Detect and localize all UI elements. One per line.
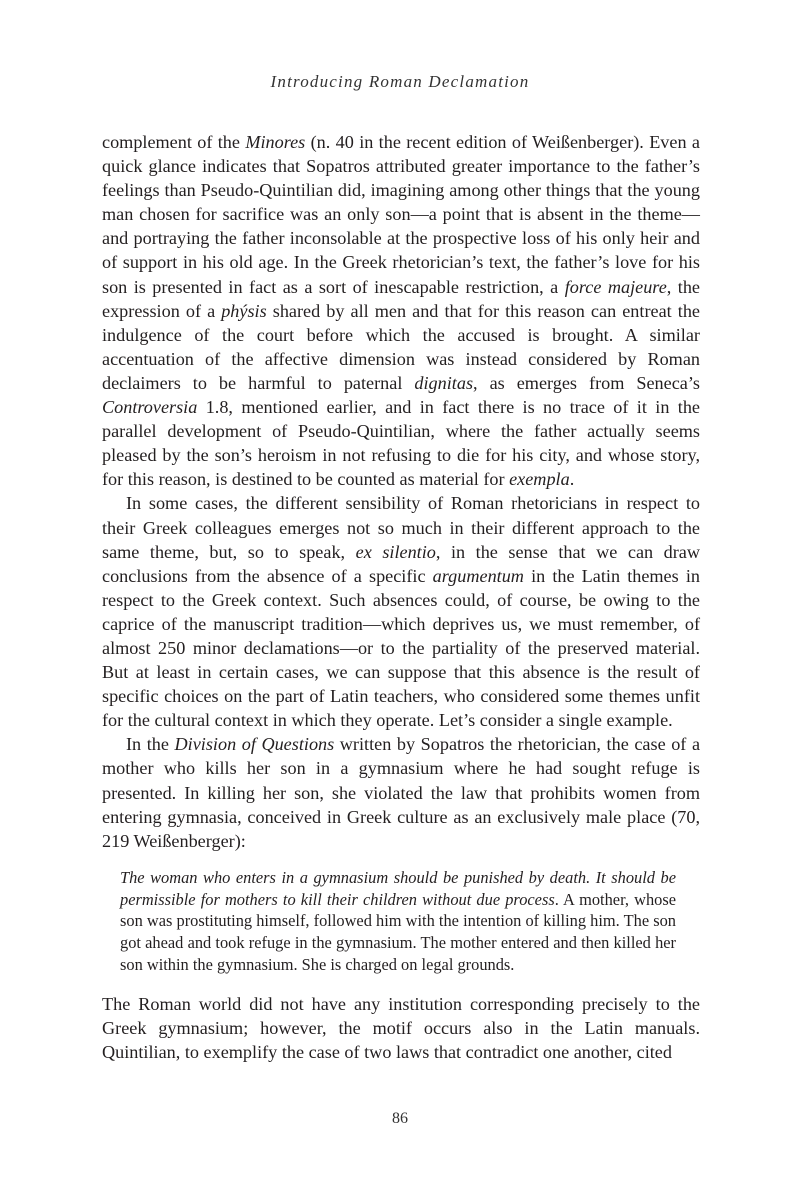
text-run: (n. 40 in the recent edition of Weißenberger). Even a quick glance indicates that Sopatros attributed greater importance to the father’s feelings than Pseudo-Quintilian did, imagining among other things that the young man chosen for sacrifice was an only son—a point that is absent in the theme—and portraying the father inconsolable at the prospective loss of his only heir and of support in his old age. In the Greek rhetorician’s text, the father’s love for his son is presented in fact as a sort of inescapable restriction, a <box>102 132 700 297</box>
italic-run: dignitas <box>414 372 474 393</box>
text-run: , the expression of a <box>102 276 700 321</box>
italic-run: argumentum <box>432 565 524 586</box>
italic-run: phýsis <box>221 300 267 321</box>
text-run: written by Sopatros the rhetorician, the case of a mother who kills her son in a gymnasium where he had sought refuge is presented. In killing her son, she violated the law that prohibits women from entering gymnasia, conceived in Greek culture as an exclusively male place (70, 219 Weißenberger): <box>102 734 701 851</box>
text-run: , in the sense that we can draw conclusions from the absence of a specific <box>102 541 700 586</box>
page-number: 86 <box>392 1110 408 1127</box>
italic-run: Controversia <box>102 397 198 418</box>
italic-run: exempla <box>509 469 570 490</box>
italic-run: The woman who enters in a gymnasium should be punished by death. It should be permissible for mothers to kill their children without due process <box>120 867 676 909</box>
italic-run: Division of Questions <box>174 734 335 755</box>
text-run: complement of the <box>102 132 246 152</box>
text-run: , as emerges from Seneca’s <box>473 372 700 393</box>
text-run: . A mother, whose son was prostituting himself, followed him with the intention of killing him. The son got ahead and took refuge in the gymnasium. The mother entered and then killed her son within the gymnasium. She is charged on legal grounds. <box>120 889 676 974</box>
italic-run: force majeure <box>564 276 667 297</box>
block-quote <box>120 867 676 976</box>
text-run: shared by all men and that for this reason can entreat the indulgence of the court before which the accused is brought. A similar accentuation of the affective dimension was instead considered by Roman declaimers to be harmful to paternal <box>102 300 700 393</box>
text-run: in the Latin themes in respect to the Greek context. Such absences could, of course, be owing to the caprice of the manuscript tradition—which deprives us, we must remember, of almost 250 minor declamations—or to the partiality of the preserved material. But at least in certain cases, we can suppose that this absence is the result of specific choices on the part of Latin teachers, who considered some themes unfit for the cultural context in which they operate. Let’s consider a single example. <box>102 565 700 731</box>
italic-run: Minores <box>245 132 306 152</box>
running-head: Introducing Roman Declamation <box>270 72 530 91</box>
text-run: . <box>569 469 575 490</box>
text-block <box>102 130 700 1064</box>
paragraph-4 <box>102 992 700 1064</box>
italic-run: ex silentio <box>355 541 436 562</box>
paragraph-2 <box>102 491 700 732</box>
text-run: In some cases, the different sensibility of Roman rhetoricians in respect to their Greek colleagues emerges not so much in their different approach to the same theme, but, so to speak, <box>102 493 700 562</box>
text-run: The Roman world did not have any institution corresponding precisely to the Greek gymnasium; however, the motif occurs also in the Latin manuals. Quintilian, to exemplify the case of two laws that contradict one another, cited <box>102 993 700 1062</box>
paragraph-3 <box>102 732 700 852</box>
text-run: In the <box>126 734 175 755</box>
paragraph-1 <box>102 130 700 491</box>
text-run: 1.8, mentioned earlier, and in fact there is no trace of it in the parallel development of Pseudo-Quintilian, where the father actually seems pleased by the son’s heroism in not refusing to die for his city, and whose story, for this reason, is destined to be counted as material for <box>102 397 700 490</box>
